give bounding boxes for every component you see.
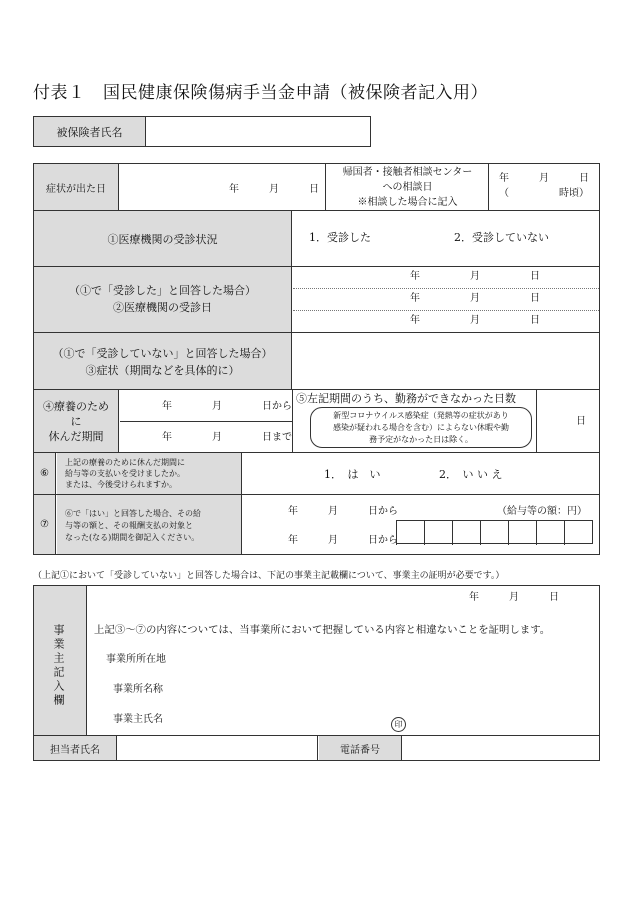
insured-name-row bbox=[33, 116, 371, 147]
employer-owner-label: 事業主氏名 bbox=[113, 714, 163, 725]
employer-certification: 上記③～⑦の内容については、当事業所において把握している内容と相違ないことを証明します。 bbox=[94, 624, 551, 636]
consult-date-line2: （ 時頃） bbox=[499, 188, 589, 199]
q4-from-date[interactable]: 年 月 日から bbox=[162, 401, 292, 412]
q5-title: ⑤左記期間のうち、勤務ができなかった日数 bbox=[296, 392, 516, 405]
consult-label-line3: ※相談した場合に記入 bbox=[357, 197, 458, 208]
q5-note-line1: 新型コロナウイルス感染症（発熱等の症状があり bbox=[333, 411, 509, 420]
employer-address-label: 事業所所在地 bbox=[106, 654, 166, 665]
q4-label-line2: に bbox=[70, 415, 82, 428]
employer-date[interactable]: 年 月 日 bbox=[469, 592, 559, 603]
onset-label: 症状が出た日 bbox=[34, 164, 119, 210]
q2-date-2[interactable]: 年 月 日 bbox=[410, 293, 540, 304]
q4-to-date[interactable]: 年 月 日まで bbox=[162, 432, 292, 443]
q3-symptoms-field[interactable] bbox=[293, 333, 599, 389]
q5-days-unit: 日 bbox=[576, 416, 586, 427]
q2-date-1[interactable]: 年 月 日 bbox=[410, 271, 540, 282]
q7-from-date[interactable]: 年 月 日から bbox=[288, 506, 398, 517]
onset-date-field[interactable]: 年 月 日 bbox=[120, 164, 326, 210]
insured-name-label: 被保険者氏名 bbox=[34, 117, 146, 146]
consult-date-field[interactable] bbox=[490, 164, 599, 210]
q1-option-not-visited[interactable]: 2．受診していない bbox=[454, 231, 549, 244]
q6-question-line1: 上記の療養のために休んだ期間に bbox=[65, 458, 185, 467]
q3-label bbox=[34, 333, 292, 389]
q7-number: ⑦ bbox=[34, 495, 56, 554]
q6-number: ⑥ bbox=[34, 453, 56, 494]
consult-label-line1: 帰国者・接触者相談センター bbox=[342, 167, 473, 178]
person-in-charge-label: 担当者氏名 bbox=[34, 736, 117, 760]
consult-label bbox=[327, 164, 489, 210]
insured-name-field[interactable] bbox=[147, 117, 370, 146]
q7-to-date[interactable]: 年 月 日から bbox=[288, 535, 398, 546]
q2-label bbox=[34, 267, 292, 332]
seal-icon: 印 bbox=[391, 712, 406, 732]
employer-name-label: 事業所名称 bbox=[113, 684, 163, 695]
q1-label: ①医療機関の受診状況 bbox=[34, 211, 292, 266]
q5-note bbox=[310, 407, 532, 448]
page-title: 付表１ 国民健康保険傷病手当金申請（被保険者記入用） bbox=[33, 83, 488, 103]
q4-label-line1: ④療養のため bbox=[43, 400, 109, 413]
q6-option-yes[interactable]: 1． は い bbox=[324, 468, 381, 481]
q2-label-line1: （①で「受診した」と回答した場合） bbox=[69, 284, 256, 297]
q7-amount-boxes[interactable] bbox=[396, 520, 593, 544]
consult-date-line1: 年 月 日 bbox=[499, 173, 589, 184]
q6-question bbox=[57, 453, 242, 494]
q7-amount-label: （給与等の額：円） bbox=[497, 506, 587, 517]
q6-question-line3: または、今後受けられますか。 bbox=[65, 480, 177, 489]
q6-question-line2: 給与等の支払いを受けましたか。 bbox=[65, 469, 185, 478]
q4-label-line3: 休んだ期間 bbox=[48, 430, 104, 443]
consult-label-line2: への相談日 bbox=[382, 182, 433, 193]
q7-question-line2: 与等の額と、その報酬支払の対象と bbox=[65, 521, 193, 530]
q5-days-field[interactable] bbox=[537, 390, 599, 452]
employer-section bbox=[33, 585, 600, 761]
q7-question-line3: なった(なる)期間を御記入ください。 bbox=[65, 533, 200, 542]
employer-side-label: 事業主記入欄 bbox=[34, 586, 87, 735]
phone-label: 電話番号 bbox=[319, 736, 402, 760]
q1-option-visited[interactable]: 1．受診した bbox=[309, 231, 371, 244]
q4-label bbox=[34, 390, 119, 452]
q7-question-line1: ⑥で「はい」と回答した場合、その給 bbox=[65, 509, 201, 518]
q5-note-line2: 感染が疑われる場合を含む）によらない休暇や勤 bbox=[333, 423, 509, 432]
person-in-charge-field[interactable] bbox=[118, 736, 318, 760]
q6-option-no[interactable]: 2． い い え bbox=[439, 468, 503, 481]
q2-label-line2: ②医療機関の受診日 bbox=[113, 301, 212, 314]
q7-question bbox=[57, 495, 242, 554]
q2-date-3[interactable]: 年 月 日 bbox=[410, 315, 540, 326]
main-table bbox=[33, 163, 600, 555]
q3-label-line2: ③症状（期間などを具体的に） bbox=[85, 364, 240, 377]
q3-label-line1: （①で「受診していない」と回答した場合） bbox=[52, 347, 273, 360]
employer-note: （上記①において「受診していない」と回答した場合は、下記の事業主記載欄について、事業主の証明が必要です。） bbox=[33, 571, 505, 581]
q5-note-line3: 務予定がなかった日は除く。 bbox=[369, 435, 473, 444]
phone-field[interactable] bbox=[403, 736, 599, 760]
